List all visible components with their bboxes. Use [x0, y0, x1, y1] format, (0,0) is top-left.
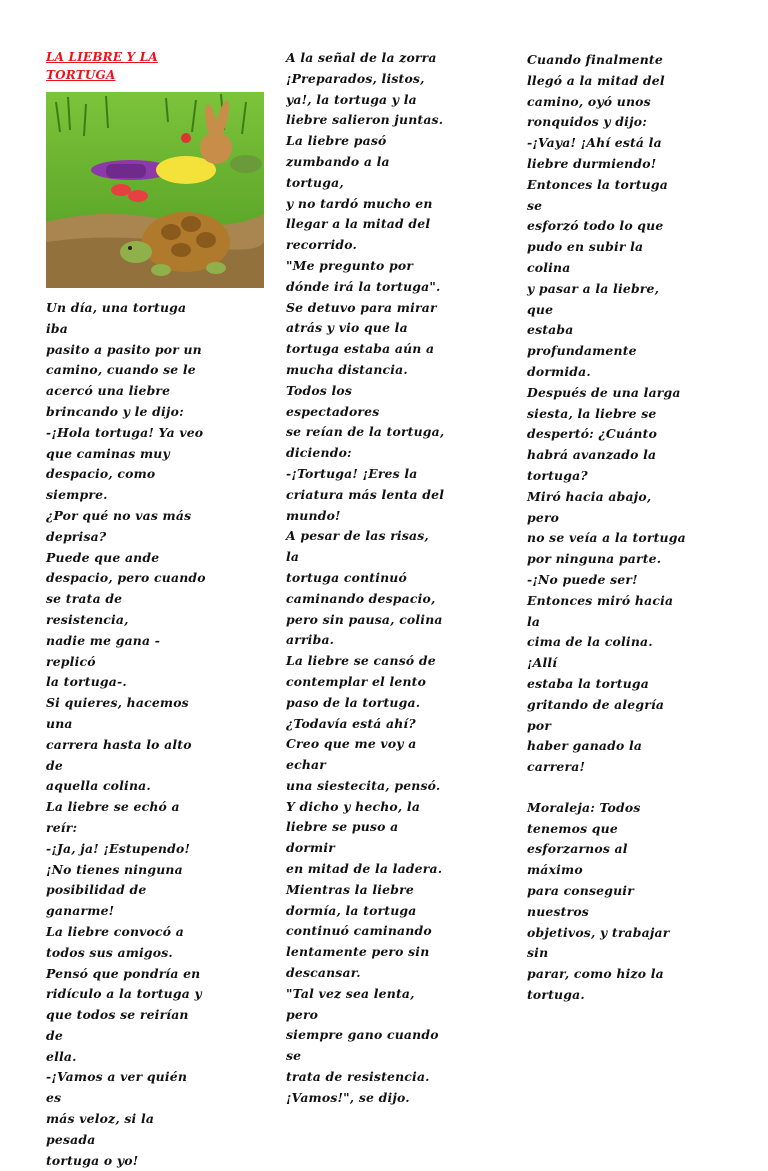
story-title: LA LIEBRE Y LA TORTUGA	[46, 50, 158, 82]
hare-and-tortoise-illustration	[46, 92, 264, 288]
column-right	[527, 50, 687, 1006]
moral-text: Moraleja: Todos tenemos que esforzarnos al máximo para conseguir nuestros objetivos, y trabajar sin parar, como hizo la tortuga.	[527, 799, 670, 1003]
story-text-right: Cuando finalmente llegó a la mitad del camino, oyó unos ronquidos y dijo: -¡Vaya! ¡Ahí está la liebre durmiendo! Entonces la tortuga se esforzó todo lo que pudo en subir la colina y pasar a la liebre, que estaba profundamente dormida. Después de una larga siesta, la liebre se despertó: ¿Cuánto habrá avanzado la tortuga? Miró hacia abajo, pero no se veía a la tortuga por ninguna parte. -¡No puede ser! Entonces miró hacia la cima de la colina. ¡Allí estaba la tortuga gritando de alegría por haber ganado la carrera!	[527, 52, 686, 775]
story-text-middle: A la señal de la zorra ¡Preparados, listos, ya!, la tortuga y la liebre salieron juntas. La liebre pasó zumbando a la tortuga, y no tardó mucho en llegar a la mitad del recorrido. "Me pregunto por dónde irá la tortuga". Se detuvo para mirar atrás y vio que la tortuga estaba aún a mucha distancia. Todos los espectadores se reían de la tortuga, diciendo: -¡Tortuga! ¡Eres la criatura más lenta del mundo! A pesar de las risas, la tortuga continuó caminando despacio, pero sin pausa, colina arriba. La liebre se cansó de contemplar el lento paso de la tortuga. ¿Todavía está ahí? Creo que me voy a echar una siestecita, pensó. Y dicho y hecho, la liebre se puso a dormir en mitad de la ladera. Mientras la liebre dormía, la tortuga continuó caminando lentamente pero sin descansar. "Tal vez sea lenta, pero siempre gano cuando se trata de resistencia. ¡Vamos!", se dijo.	[286, 50, 445, 1105]
column-left	[46, 48, 206, 1171]
column-middle	[286, 48, 446, 1109]
story-text-left: Un día, una tortuga iba pasito a pasito por un camino, cuando se le acercó una liebre brincando y le dijo: -¡Hola tortuga! Ya veo que caminas muy despacio, como siempre. ¿Por qué no vas más deprisa? Puede que ande despacio, pero cuando se trata de resistencia, nadie me gana -replicó la tortuga-. Si quieres, hacemos una carrera hasta lo alto de aquella colina. La liebre se echó a reír: -¡Ja, ja! ¡Estupendo! ¡No tienes ninguna posibilidad de ganarme! La liebre convocó a todos sus amigos. Pensó que pondría en ridículo a la tortuga y que todos se reirían de ella. -¡Vamos a ver quién es más veloz, si la pesada tortuga o yo!	[46, 300, 206, 1168]
